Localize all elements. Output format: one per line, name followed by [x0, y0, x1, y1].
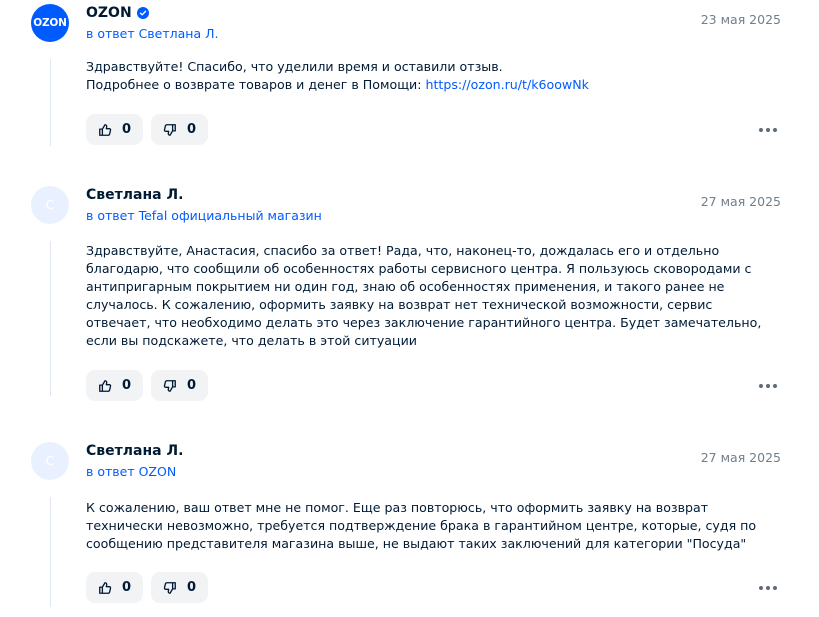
- comment-line: сообщению представителя магазина выше, не выдают таких заключений для категории "Посуда": [86, 536, 747, 551]
- dislike-count: 0: [187, 378, 197, 393]
- more-dots-icon[interactable]: [759, 125, 777, 135]
- dislike-button[interactable]: [151, 370, 208, 401]
- comment-line: К сожалению, ваш ответ мне не помог. Еще раз повторюсь, что оформить заявку на возврат: [86, 500, 709, 515]
- thumbs-up-icon: [98, 581, 112, 595]
- comment: [0, 4, 819, 150]
- link-prefix: Подробнее о возврате товаров и денег в Помощи:: [86, 77, 426, 92]
- author-name[interactable]: Светлана Л.: [86, 443, 184, 459]
- comment-line: отвечает, что необходимо делать это через заключение гарантийного центра. Будет замечательно,: [86, 315, 762, 330]
- comment-line: если вы подскажете, что делать в этой ситуации: [86, 333, 417, 348]
- more-dots-icon[interactable]: [759, 583, 777, 593]
- thread-line: [50, 497, 51, 607]
- comment-line: [86, 76, 766, 94]
- reply-to-link[interactable]: в ответ Светлана Л.: [86, 26, 219, 41]
- avatar[interactable]: С: [31, 442, 69, 480]
- comment-date: 27 мая 2025: [700, 194, 781, 209]
- avatar[interactable]: С: [31, 186, 69, 224]
- comment-date: 23 мая 2025: [700, 12, 781, 27]
- like-count: 0: [122, 378, 132, 393]
- comment-line: антипригарным покрытием ни один год, знаю об особенностях применения, и такого ранее не: [86, 279, 725, 294]
- thumbs-up-icon: [98, 379, 112, 393]
- comment-line: благодарю, что сообщили об особенностях работы сервисного центра. Я пользуюсь сковородами с: [86, 261, 752, 276]
- thread-line: [50, 241, 51, 396]
- dislike-count: 0: [187, 580, 197, 595]
- author-name[interactable]: OZON: [86, 5, 132, 21]
- comment-line: Здравствуйте! Спасибо, что уделили время и оставили отзыв.: [86, 59, 503, 74]
- comment-line: Здравствуйте, Анастасия, спасибо за ответ! Рада, что, наконец-то, дождалась его и отдельно: [86, 243, 720, 258]
- reply-to-link[interactable]: в ответ OZON: [86, 464, 177, 479]
- comment-text: [86, 499, 766, 553]
- like-button[interactable]: [86, 114, 143, 145]
- like-button[interactable]: [86, 572, 143, 603]
- help-link[interactable]: https://ozon.ru/t/k6oowNk: [425, 77, 589, 92]
- comment: [0, 442, 819, 607]
- comment: [0, 186, 819, 406]
- thumbs-down-icon: [163, 581, 177, 595]
- like-count: 0: [122, 122, 132, 137]
- thread-line: [50, 59, 51, 146]
- dislike-button[interactable]: [151, 572, 208, 603]
- comment-text: [86, 58, 766, 94]
- like-count: 0: [122, 580, 132, 595]
- verified-check-icon: [137, 7, 149, 19]
- more-dots-icon[interactable]: [759, 381, 777, 391]
- thumbs-down-icon: [163, 379, 177, 393]
- dislike-button[interactable]: [151, 114, 208, 145]
- thumbs-down-icon: [163, 123, 177, 137]
- avatar[interactable]: OZON: [31, 4, 69, 42]
- dislike-count: 0: [187, 122, 197, 137]
- comment-date: 27 мая 2025: [700, 450, 781, 465]
- comment-text: [86, 242, 766, 350]
- reply-to-link[interactable]: в ответ Tefal официальный магазин: [86, 208, 322, 223]
- author-name[interactable]: Светлана Л.: [86, 187, 184, 203]
- thumbs-up-icon: [98, 123, 112, 137]
- comment-line: случалось. К сожалению, оформить заявку на возврат нет технической возможности, сервис: [86, 297, 713, 312]
- like-button[interactable]: [86, 370, 143, 401]
- comment-line: технически невозможно, требуется подтверждение брака в гарантийном центре, которые, судя по: [86, 518, 757, 533]
